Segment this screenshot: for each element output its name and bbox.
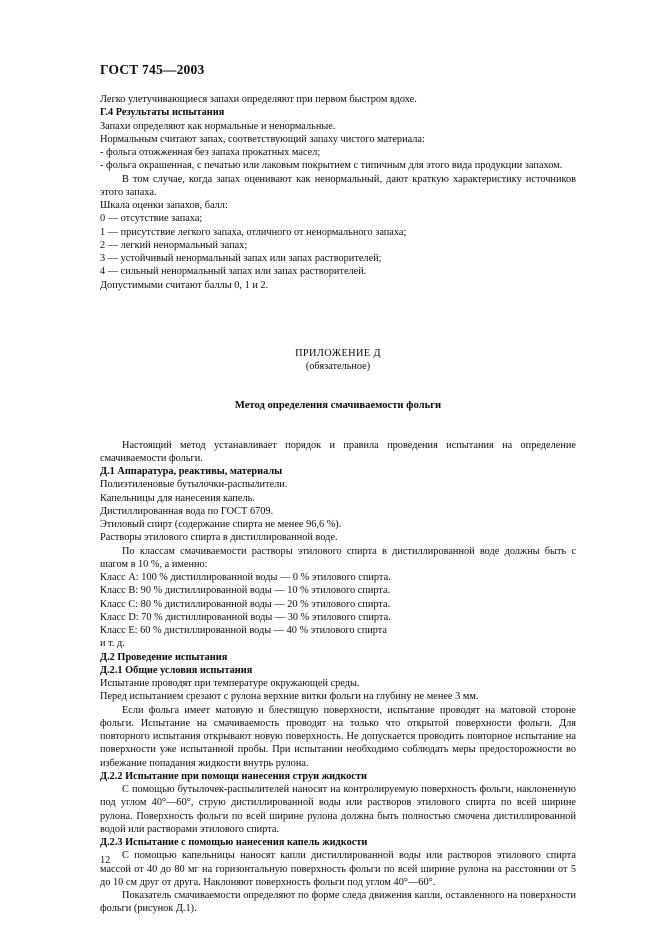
g4-bullet-1: - фольга отожженная без запаха прокатных масел;: [100, 147, 321, 158]
appendix-intro-paragraph: Настоящий метод устанавливает порядок и правила проведения испытания на определение смачиваемости фольги.: [100, 439, 576, 464]
intro-line: Легко улетучивающиеся запахи определяют при первом быстром вдохе.: [100, 94, 417, 105]
d21-paragraph: Если фольга имеет матовую и блестящую поверхности, испытание проводят на матовой стороне фольги. Испытание на смачиваемость проводят на только что открытой поверхности фольги. Для повторного испытания открывают новую поверхность. Не допускается проводить повторное испытание на поверхности уже испытанной пробы. При испытании необходимо соблюдать меры предосторожности во избежание попадания жидкости внутрь рулона.: [100, 704, 576, 769]
d1-etc: и т. д.: [100, 638, 125, 650]
g4-bullet-2: - фольга окрашенная, с печатью или лаковым покрытием с типичным для этого вида продукции запахом.: [100, 160, 563, 172]
d1-class-e: Класс E: 60 % дистиллированной воды — 40 % этилового спирта: [100, 625, 388, 636]
title-spacer: [100, 373, 576, 399]
heading-d1: Д.1 Аппаратура, реактивы, материалы: [100, 466, 283, 477]
d1-class-c: Класс C: 80 % дистиллированной воды — 20 % этилового спирта.: [100, 598, 391, 610]
heading-d22: Д.2.2 Испытание при помощи нанесения струи жидкости: [100, 770, 367, 782]
g4-scale-item-4: 4 — сильный ненормальный запах или запах растворителей.: [100, 266, 367, 278]
method-title: Метод определения смачиваемости фольги: [234, 400, 442, 412]
d1-item-3: Этиловый спирт (содержание спирта не менее 96,6 %).: [100, 519, 342, 530]
g4-allowed-scores: Допустимыми считают баллы 0, 1 и 2.: [100, 279, 269, 291]
d23-paragraph-1: С помощью капельницы наносят капли дистиллированной воды или растворов этилового спирта массой от 40 до 80 мг на горизонтальную поверхность фольги по всей ширине рулона на расстоянии от 5 до 10 см друг от друга. Наклоняют поверхность фольги под углом 40°—60°.: [100, 850, 576, 888]
section-spacer: [100, 292, 576, 347]
d1-item-1: Капельницы для нанесения капель.: [100, 492, 255, 504]
g4-line-1: Запахи определяют как нормальные и ненормальные.: [100, 120, 336, 132]
d1-class-d: Класс D: 70 % дистиллированной воды — 30 % этилового спирта.: [100, 611, 391, 623]
g4-scale-heading: Шкала оценки запахов, балл:: [100, 200, 228, 211]
g4-scale-item-3: 3 — устойчивый ненормальный запах или запах растворителей;: [100, 253, 382, 264]
d1-item-0: Полиэтиленовые бутылочки-распылители.: [100, 479, 288, 491]
heading-d23: Д.2.3 Испытание с помощью нанесения капель жидкости: [100, 837, 368, 848]
page-content: [100, 93, 576, 916]
d1-class-a: Класс A: 100 % дистиллированной воды — 0 % этилового спирта.: [100, 572, 391, 583]
standard-header: ГОСТ 745—2003: [100, 62, 205, 77]
d21-line-2: Перед испытанием срезают с рулона верхние витки фольги на глубину не менее 3 мм.: [100, 691, 479, 703]
g4-abnormal-paragraph: В том случае, когда запах оценивают как ненормальный, дают краткую характеристику источников этого запаха.: [100, 173, 576, 198]
appendix-subtitle: (обязательное): [305, 361, 371, 372]
heading-g4: Г.4 Результаты испытания: [100, 107, 225, 119]
method-spacer: [100, 413, 576, 439]
appendix-title: ПРИЛОЖЕНИЕ Д: [295, 347, 381, 359]
d1-item-2: Дистиллированная вода по ГОСТ 6709.: [100, 505, 274, 517]
d1-item-4: Растворы этилового спирта в дистиллированной воде.: [100, 532, 338, 544]
heading-d21: Д.2.1 Общие условия испытания: [100, 664, 253, 676]
d21-line-1: Испытание проводят при температуре окружающей среды.: [100, 678, 360, 689]
d22-paragraph: С помощью бутылочек-распылителей наносят на контролируемую поверхность фольги, наклоненную под углом 40°—60°, струю дистиллированной воды или растворов этилового спирта по всей ширине рулона. Поверхность фольги по всей ширине рулона должна быть полностью смочена дистиллированной водой или растворами этилового спирта.: [100, 784, 576, 835]
d23-paragraph-2: Показатель смачиваемости определяют по форме следа движения капли, оставленного на поверхности фольги (рисунок Д.1).: [100, 890, 576, 915]
heading-d2: Д.2 Проведение испытания: [100, 651, 228, 663]
g4-scale-item-0: 0 — отсутствие запаха;: [100, 213, 203, 225]
page-number: 12: [100, 855, 111, 866]
g4-scale-item-1: 1 — присутствие легкого запаха, отличного от ненормального запаха;: [100, 226, 407, 238]
d1-classes-intro: По классам смачиваемости растворы этилового спирта в дистиллированной воде должны быть с шагом в 10 %, а именно:: [100, 545, 576, 570]
g4-scale-item-2: 2 — легкий ненормальный запах;: [100, 239, 248, 251]
d1-class-b: Класс B: 90 % дистиллированной воды — 10 % этилового спирта.: [100, 585, 391, 597]
g4-line-2: Нормальным считают запах, соответствующий запаху чистого материала:: [100, 133, 425, 145]
